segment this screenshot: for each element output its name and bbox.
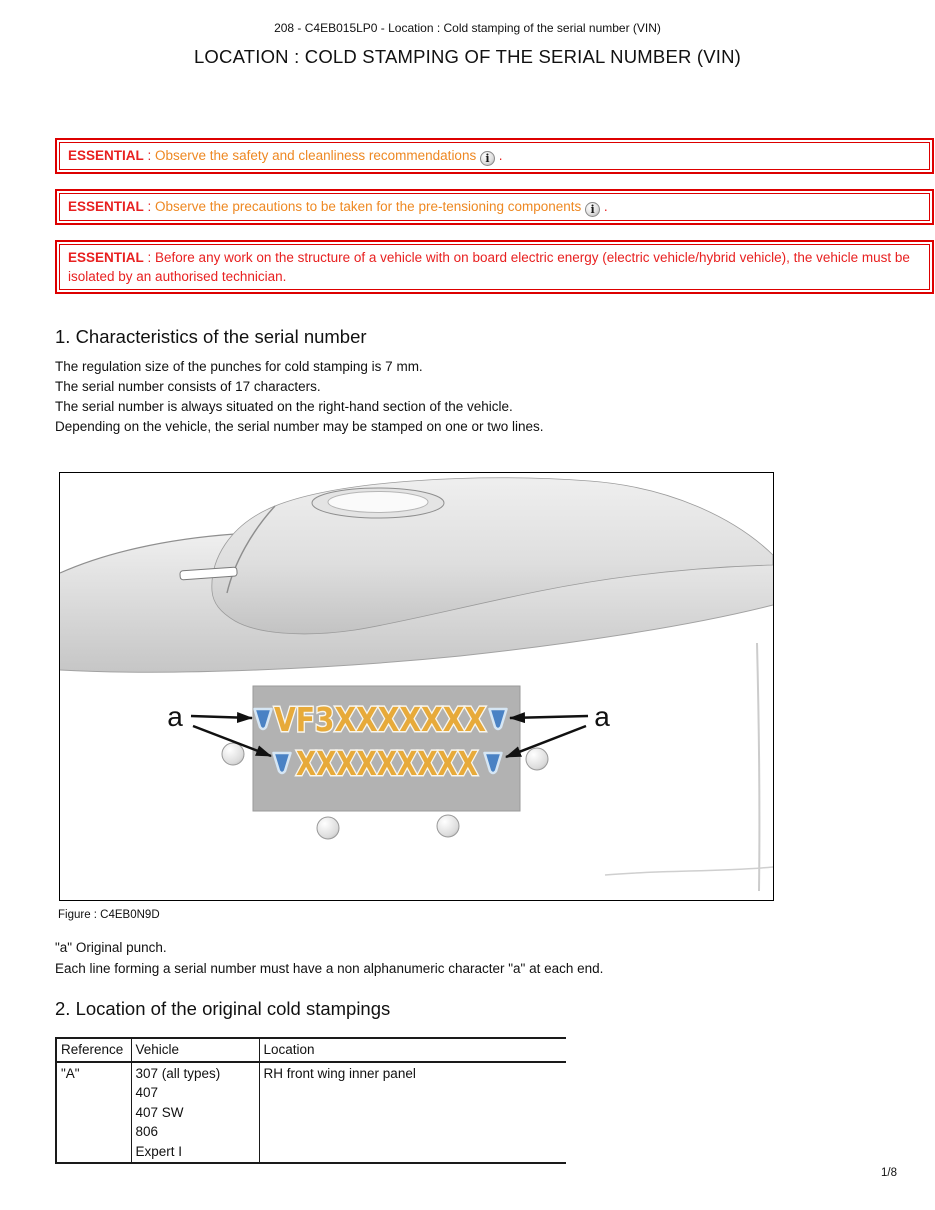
bolt [526, 748, 548, 770]
bolt [222, 743, 244, 765]
stampings-table-wrap [55, 1037, 566, 1164]
cell-location: RH front wing inner panel [259, 1062, 566, 1164]
safety-recommendations-link[interactable]: Observe the safety and cleanliness recommendations [155, 148, 477, 163]
warnings-section [55, 138, 934, 309]
vehicle-item: 806 [135, 1124, 159, 1139]
paragraph: The serial number is always situated on the right-hand section of the vehicle. [55, 399, 513, 414]
marker-label-a-right: a [594, 701, 610, 732]
essential-box-2 [55, 189, 934, 225]
column-header-reference: Reference [56, 1038, 131, 1062]
table-row [56, 1062, 566, 1164]
essential-box-1 [55, 138, 934, 174]
marker-label-a-left: a [167, 701, 183, 732]
info-icon[interactable]: i [585, 202, 600, 217]
callout-arrow [191, 716, 252, 718]
warning-suffix: . [600, 199, 608, 214]
section-heading-location: 2. Location of the original cold stampings [55, 998, 391, 1019]
section-characteristics [55, 326, 895, 437]
essential-label: ESSENTIAL [68, 250, 144, 265]
electric-vehicle-warning-text: Before any work on the structure of a vehicle with on board electric energy (electric vehicle/hybrid vehicle), the vehicle must be isolated by an authorised technician. [68, 250, 910, 284]
vin-line-1: VF3XXXXXXX [274, 700, 486, 739]
column-header-location: Location [259, 1038, 566, 1062]
bolt [317, 817, 339, 839]
info-icon[interactable]: i [480, 151, 495, 166]
stampings-table [55, 1037, 566, 1164]
separator: : [143, 250, 156, 265]
pretensioning-precautions-link[interactable]: Observe the precautions to be taken for the pre-tensioning components [155, 199, 582, 214]
cell-reference: "A" [56, 1062, 131, 1164]
vin-line-2: XXXXXXXXX [296, 744, 478, 783]
section-heading-characteristics: 1. Characteristics of the serial number [55, 326, 367, 347]
column-header-vehicle: Vehicle [131, 1038, 259, 1062]
note-original-punch: "a" Original punch. [55, 940, 167, 955]
figure-notes [55, 938, 603, 979]
table-header-row [56, 1038, 566, 1062]
bolt [437, 815, 459, 837]
paragraph: Depending on the vehicle, the serial number may be stamped on one or two lines. [55, 419, 544, 434]
vehicle-item: 407 [135, 1085, 159, 1100]
warning-suffix: . [494, 148, 503, 163]
figure-image [60, 473, 773, 900]
separator: : [143, 148, 156, 163]
figure-frame [59, 472, 774, 901]
doc-header: 208 - C4EB015LP0 - Location : Cold stamping of the serial number (VIN) [274, 21, 661, 35]
callout-arrow [510, 716, 588, 718]
figure-caption: Figure : C4EB0N9D [58, 909, 160, 921]
cell-vehicle [131, 1062, 259, 1164]
essential-box-3 [55, 240, 934, 294]
vehicle-item: 407 SW [135, 1104, 184, 1120]
separator: : [143, 199, 156, 214]
page-title: LOCATION : COLD STAMPING OF THE SERIAL NUMBER (VIN) [193, 46, 742, 67]
page-number: 1/8 [881, 1167, 897, 1179]
essential-label: ESSENTIAL [68, 148, 144, 163]
paragraph: The regulation size of the punches for cold stamping is 7 mm. [55, 359, 423, 374]
vehicle-item: Expert I [135, 1143, 183, 1159]
vehicle-item: 307 (all types) [135, 1065, 221, 1081]
essential-label: ESSENTIAL [68, 199, 144, 214]
note-each-line: Each line forming a serial number must have a non alphanumeric character "a" at each end. [55, 960, 604, 976]
paragraph: The serial number consists of 17 characters. [55, 379, 321, 394]
